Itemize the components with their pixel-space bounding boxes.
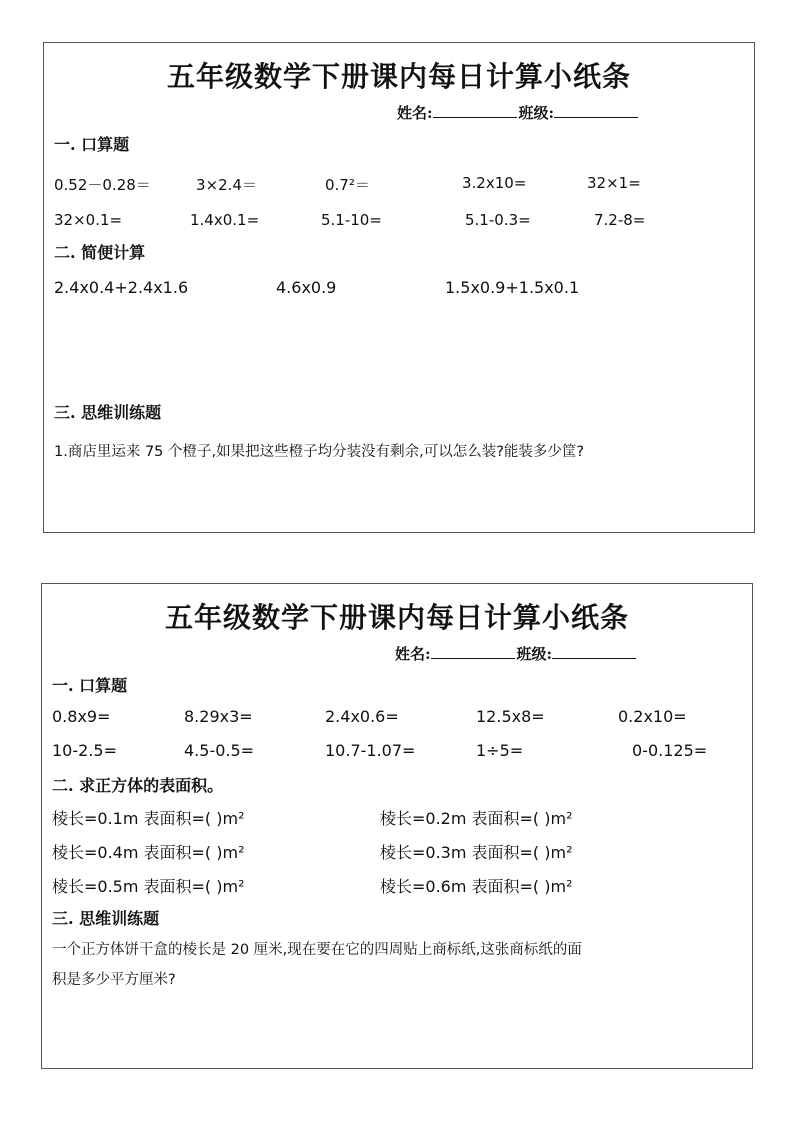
- word-problem-line: 积是多少平方厘米?: [52, 972, 176, 988]
- class-label: 班级:: [518, 104, 555, 122]
- cube-surface-problem: 棱长=0.4m 表面积=( )m²: [52, 843, 245, 862]
- oral-problem: 0.7²＝: [325, 176, 370, 194]
- worksheet-title: 五年级数学下册课内每日计算小纸条: [166, 60, 631, 93]
- cube-surface-problem: 棱长=0.5m 表面积=( )m²: [52, 877, 245, 896]
- oral-problem: 5.1-0.3=: [465, 211, 531, 229]
- oral-problem: 1÷5=: [476, 741, 524, 760]
- simplify-problem: 2.4x0.4+2.4x1.6: [54, 278, 189, 297]
- name-blank[interactable]: [433, 103, 517, 118]
- oral-problem: 0.52－0.28＝: [54, 176, 151, 194]
- oral-problem: 12.5x8=: [476, 707, 545, 726]
- oral-problem: 32×0.1=: [54, 211, 123, 229]
- name-label: 姓名:: [397, 104, 433, 122]
- oral-problem: 0-0.125=: [632, 741, 708, 760]
- oral-problem: 0.2x10=: [618, 707, 687, 726]
- cube-surface-problem: 棱长=0.1m 表面积=( )m²: [52, 809, 245, 828]
- section-heading-oral: 一. 口算题: [52, 676, 128, 695]
- section-heading-thinking: 三. 思维训练题: [54, 403, 162, 422]
- word-problem: 1.商店里运来 75 个橙子,如果把这些橙子均分装没有剩余,可以怎么装?能装多少筐?: [54, 444, 585, 460]
- oral-problem: 10.7-1.07=: [325, 741, 416, 760]
- section-heading-simplify: 二. 简便计算: [54, 243, 146, 262]
- word-problem-line: 一个正方体饼干盒的棱长是 20 厘米,现在要在它的四周贴上商标纸,这张商标纸的面: [52, 942, 582, 958]
- oral-problem: 5.1-10=: [321, 211, 382, 229]
- name-class-line: [395, 643, 638, 664]
- oral-problem: 3.2x10=: [462, 174, 527, 192]
- oral-problem: 3×2.4＝: [196, 176, 257, 194]
- class-blank[interactable]: [552, 644, 636, 659]
- name-class-line: [397, 102, 640, 123]
- cube-surface-problem: 棱长=0.6m 表面积=( )m²: [380, 877, 573, 896]
- oral-problem: 32×1=: [587, 174, 641, 192]
- oral-problem: 1.4x0.1=: [190, 211, 260, 229]
- worksheet-title: 五年级数学下册课内每日计算小纸条: [164, 601, 629, 634]
- oral-problem: 10-2.5=: [52, 741, 117, 760]
- simplify-problem: 4.6x0.9: [276, 278, 337, 297]
- section-heading-oral: 一. 口算题: [54, 135, 130, 154]
- section-heading-cube: 二. 求正方体的表面积。: [52, 776, 224, 795]
- name-label: 姓名:: [395, 645, 431, 663]
- class-blank[interactable]: [554, 103, 638, 118]
- oral-problem: 8.29x3=: [184, 707, 253, 726]
- worksheet-card-1: [43, 42, 755, 533]
- oral-problem: 0.8x9=: [52, 707, 111, 726]
- oral-problem: 2.4x0.6=: [325, 707, 399, 726]
- name-blank[interactable]: [431, 644, 515, 659]
- worksheet-card-2: [41, 583, 753, 1069]
- oral-problem: 4.5-0.5=: [184, 741, 255, 760]
- cube-surface-problem: 棱长=0.2m 表面积=( )m²: [380, 809, 573, 828]
- simplify-problem: 1.5x0.9+1.5x0.1: [445, 278, 580, 297]
- section-heading-thinking: 三. 思维训练题: [52, 909, 160, 928]
- class-label: 班级:: [516, 645, 553, 663]
- cube-surface-problem: 棱长=0.3m 表面积=( )m²: [380, 843, 573, 862]
- oral-problem: 7.2-8=: [594, 211, 646, 229]
